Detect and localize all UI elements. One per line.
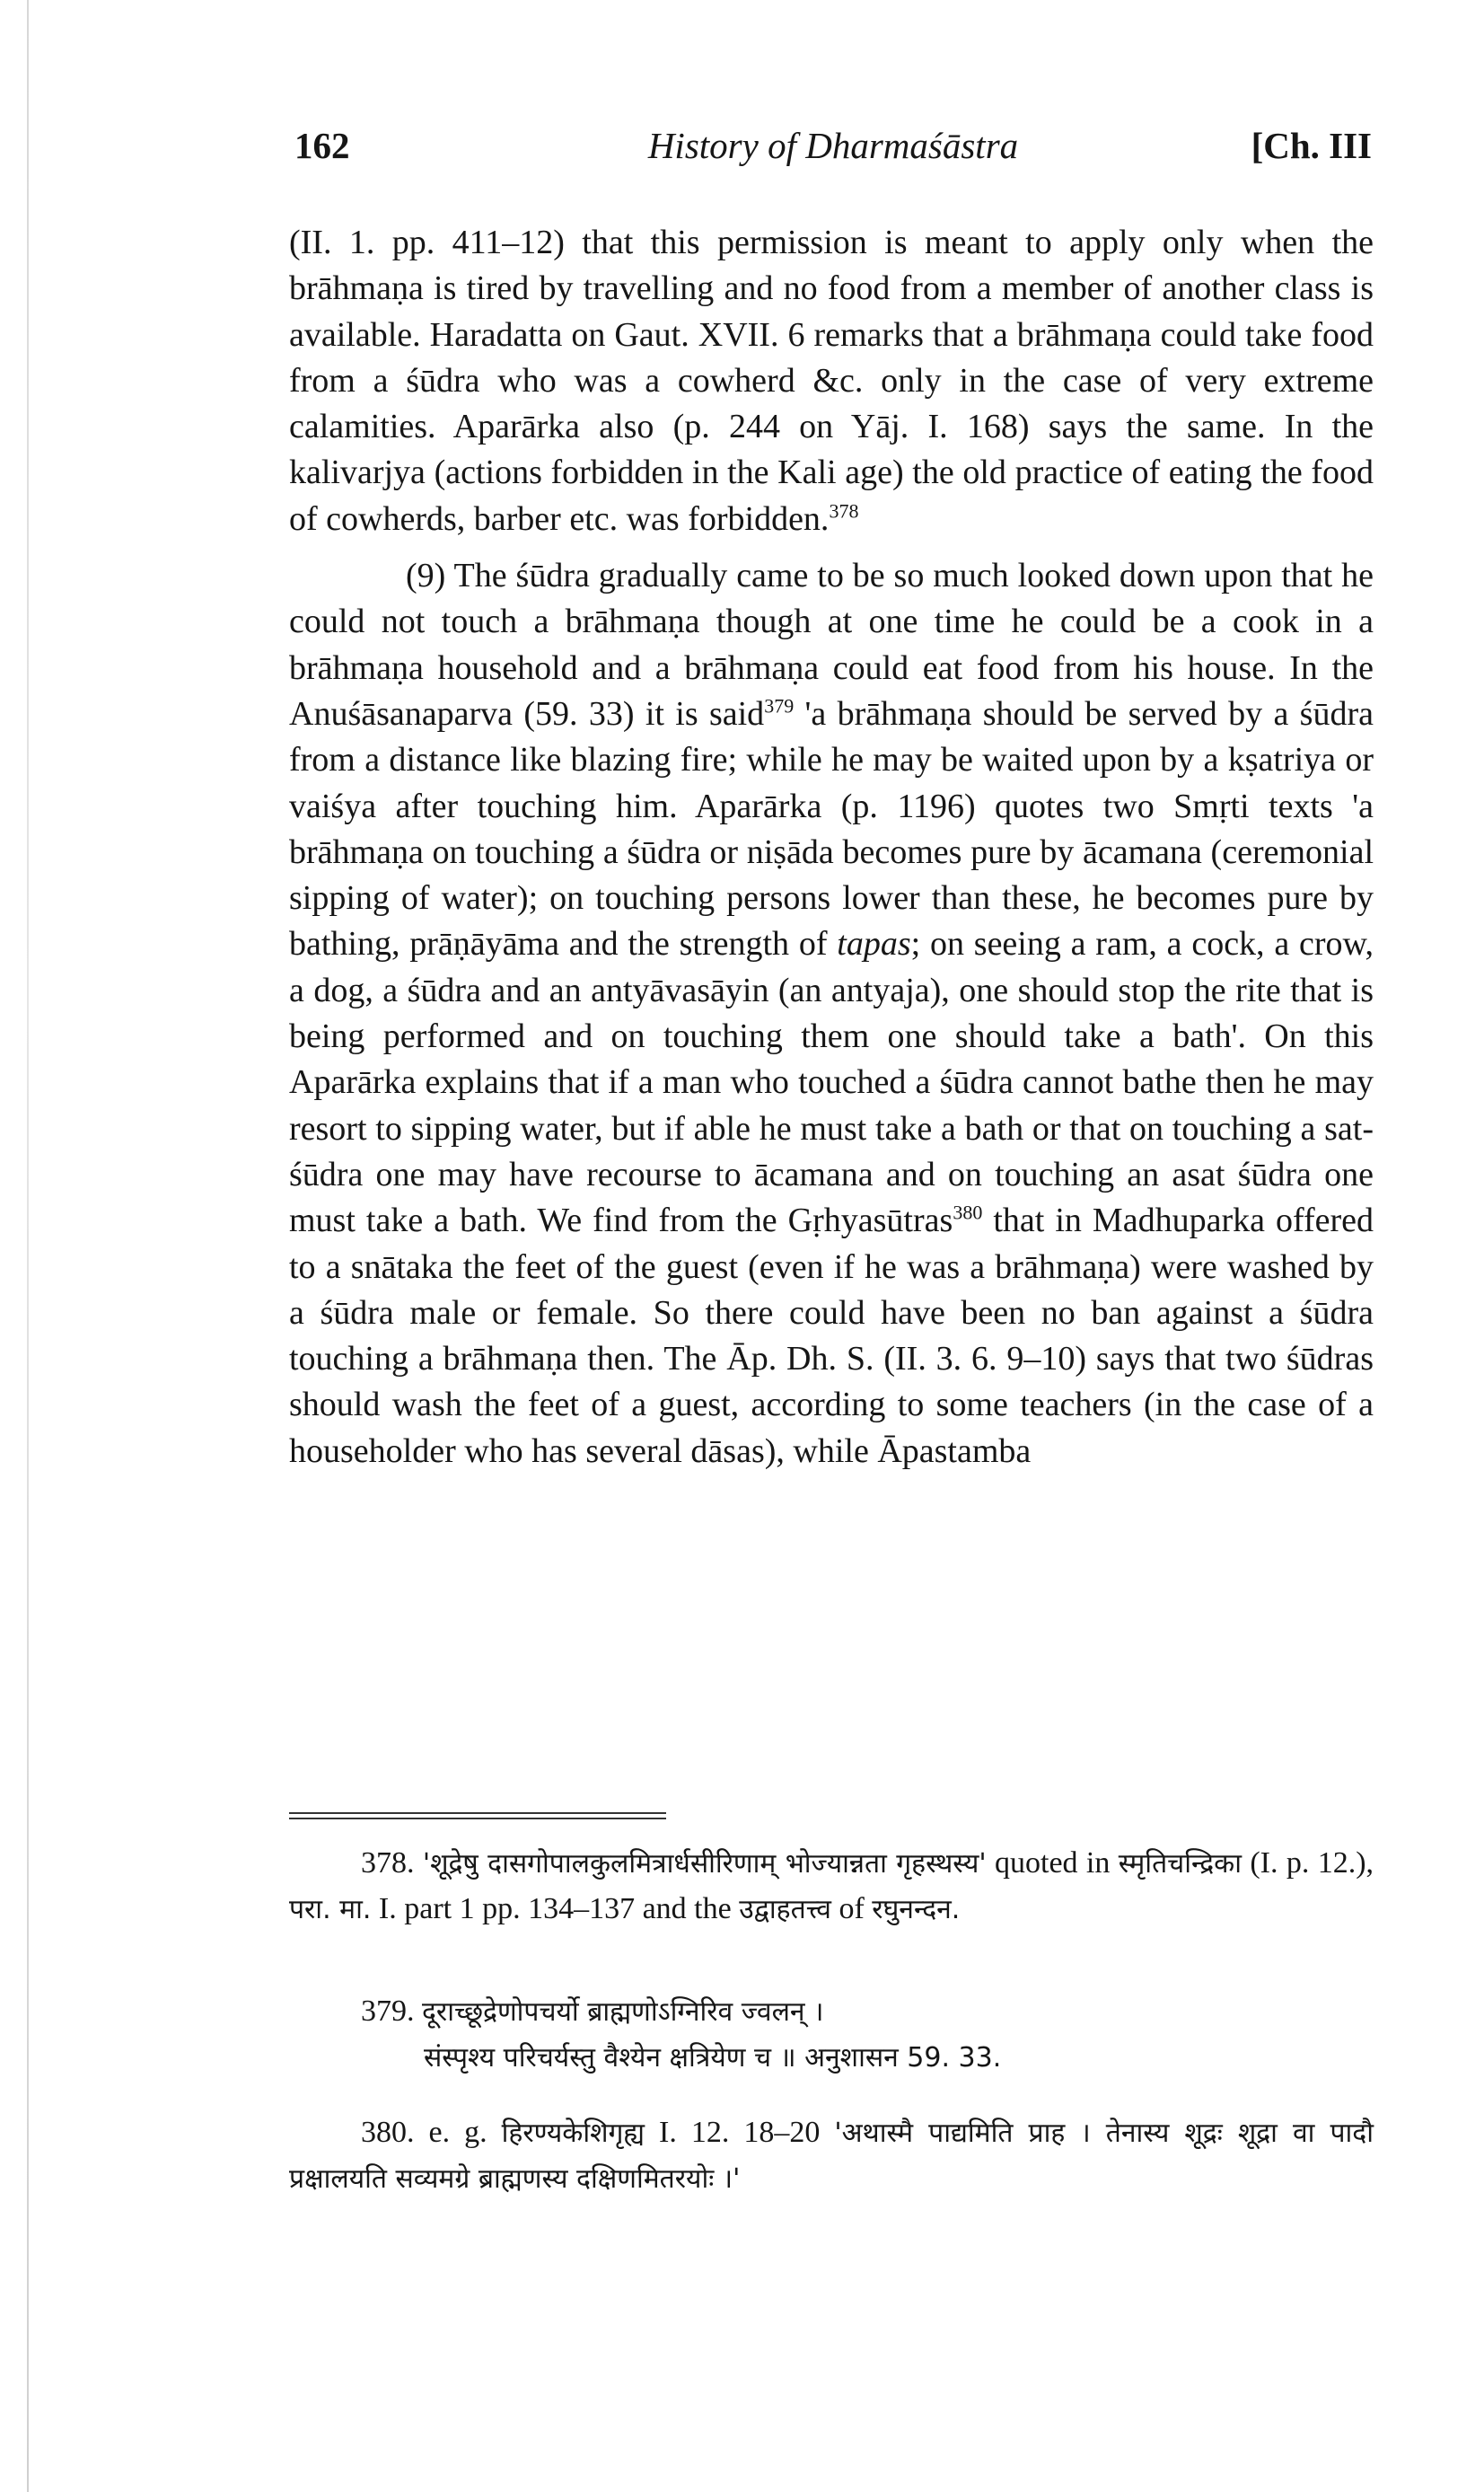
footnote-rule-2 xyxy=(289,1818,666,1819)
footnote-379 xyxy=(289,1989,1374,2081)
footnote-rule xyxy=(289,1812,666,1814)
footnote-380-number: 380. xyxy=(361,2116,415,2149)
footnote-ref-379[interactable]: 379 xyxy=(764,694,795,718)
footnote-378-text-c: I. part 1 pp. 134–137 and the xyxy=(371,1892,740,1925)
footnote-378-source-2: परा. मा. xyxy=(289,1894,372,1925)
footnote-379-line-2: संस्पृश्य परिचर्यस्तु वैश्येन क्षत्रियेण च ॥ xyxy=(424,2042,796,2074)
footnote-378-text-a: quoted in xyxy=(986,1846,1119,1880)
footnote-380-text-a: e. g. xyxy=(428,2116,502,2149)
paragraph-2-text-c: ; on seeing a ram, a cock, a crow, a dog, a śūdra and an antyāvasāyin (an antyaja), one should stop the rite that is being performed and on touching them one should take a bath'. On this Aparārka explains that if a man who touched a śūdra cannot bathe then he may resort to sipping water, but if able he must take a bath or that on touching a sat-śūdra one may have recourse to ācamana and on touching an asat śūdra one must take a bath. We find from the Gṛhyasūtras xyxy=(289,925,1374,1240)
footnote-379-ref: अनुशासन 59. 33. xyxy=(795,2042,1002,2074)
footnote-380-text-b: I. 12. 18–20 xyxy=(645,2116,835,2149)
footnote-378-text-b: (I. p. 12.), xyxy=(1242,1846,1374,1880)
footnote-379-line-1: दूराच्छूद्रेणोपचर्यो ब्राह्मणोऽग्निरिव ज्वलन् । xyxy=(422,1996,824,2028)
footnote-378-source-3: उद्वाहतत्त्व xyxy=(739,1894,831,1925)
page-header xyxy=(294,124,1372,178)
main-text xyxy=(289,220,1374,1475)
page-number: 162 xyxy=(294,125,350,166)
paragraph-2-text-a: (9) The śūdra gradually came to be so much looked down upon that he could not touch a brāhmaṇa though at one time he could be a cook in a brāhmaṇa household and a brāhmaṇa could eat food from his house. In the Anuśāsanaparva (59. 33) it is said xyxy=(289,557,1374,733)
footnote-378-source-4: रघुनन्दन. xyxy=(872,1894,961,1925)
running-title: History of Dharmaśāstra xyxy=(647,125,1019,166)
footnote-378-sanskrit: 'शूद्रेषु दासगोपालकुलमित्रार्धसीरिणाम् भोज्यान्नता गृहस्थस्य' xyxy=(422,1848,987,1880)
scan-edge-line xyxy=(27,0,29,2492)
footnote-378 xyxy=(289,1841,1374,1933)
footnote-380 xyxy=(289,2110,1374,2202)
paragraph-1 xyxy=(289,220,1374,542)
footnote-379-number: 379. xyxy=(361,1994,415,2028)
footnote-ref-380[interactable]: 380 xyxy=(953,1201,983,1224)
footnote-378-source-1: स्मृतिचन्द्रिका xyxy=(1118,1848,1242,1880)
paragraph-2-text-b: 'a brāhmaṇa should be served by a śūdra from a distance like blazing fire; while he may be waited upon by a kṣatriya or vaiśya after touching him. Aparārka (p. 1196) quotes two Smṛti texts 'a brāhmaṇa on touching a śūdra or niṣāda becomes pure by ācamana (ceremonial sipping of water); on touching persons lower than these, he becomes pure by bathing, prāṇāyāma and the strength of xyxy=(289,694,1374,964)
chapter-label: [Ch. III xyxy=(1251,125,1372,166)
footnote-378-text-d: of xyxy=(830,1892,873,1925)
footnote-ref-378[interactable]: 378 xyxy=(829,499,859,523)
term-tapas: tapas xyxy=(837,925,911,964)
footnote-380-sanskrit: 'अथास्मै पाद्यमिति प्राह । तेनास्य शूद्रः शूद्रा वा पादौ प्रक्षालयति सव्यमग्रे ब्राह्मणस्य दक्षिणमितरयोः ।' xyxy=(289,2118,1374,2195)
paragraph-2-text-d: that in Madhuparka offered to a snātaka the feet of the guest (even if he was a brāhmaṇa) were washed by a śūdra male or female. So there could have been no ban against a śūdra touching a brāhmaṇa then. The Āp. Dh. S. (II. 3. 6. 9–10) says that two śūdras should wash the feet of a guest, according to some teachers (in the case of a householder who has several dāsas), while Āpastamba xyxy=(289,1202,1374,1470)
footnote-380-source: हिरण्यकेशिगृह्य xyxy=(501,2118,645,2149)
footnote-378-number: 378. xyxy=(361,1846,415,1880)
paragraph-1-text: (II. 1. pp. 411–12) that this permission is meant to apply only when the brāhmaṇa is tired by travelling and no food from a member of another class is available. Haradatta on Gaut. XVII. 6 remarks that a brāhmaṇa could take food from a śūdra who was a cowherd &c. only in the case of very extreme calamities. Aparārka also (p. 244 on Yāj. I. 168) says the same. In the kalivarjya (actions forbidden in the Kali age) the old practice of eating the food of cowherds, barber etc. was forbidden. xyxy=(289,224,1374,538)
paragraph-2 xyxy=(289,553,1374,1475)
